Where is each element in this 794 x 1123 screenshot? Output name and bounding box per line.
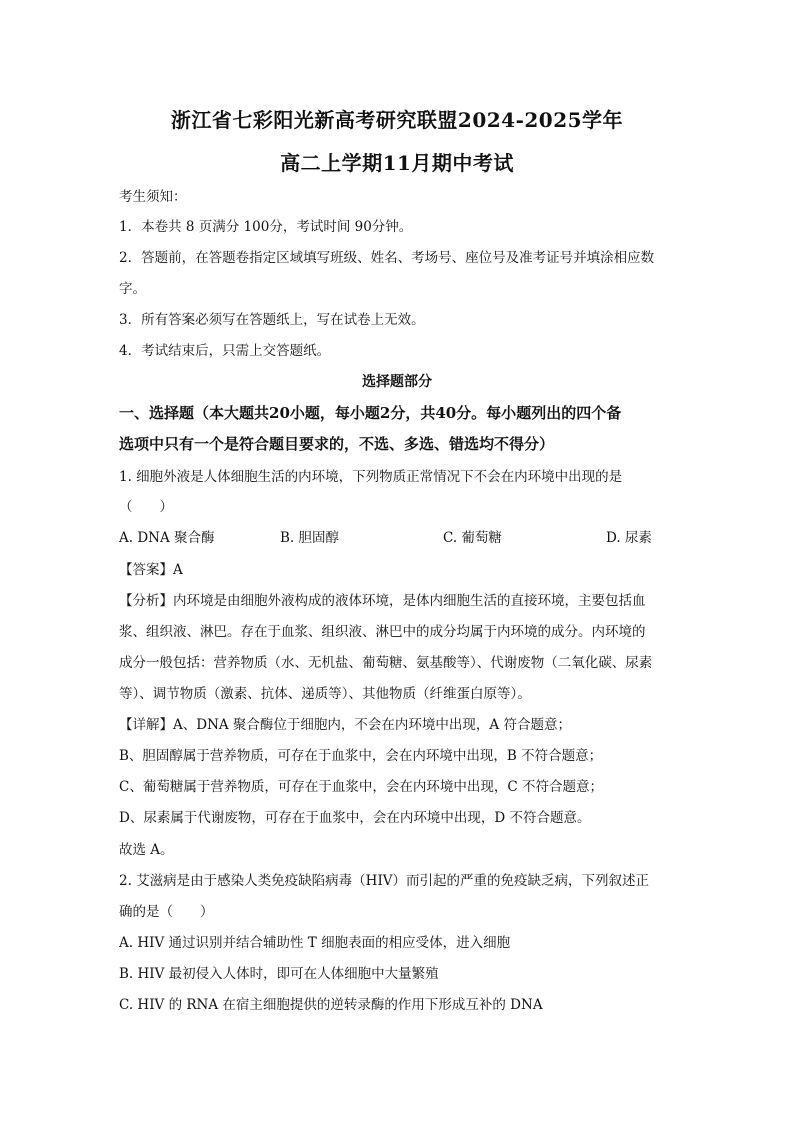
question-1-analysis-line2: 浆、组织液、淋巴。存在于血浆、组织液、淋巴中的成分均属于内环境的成分。内环境的 [119,624,646,640]
question-1-option-d: D. 尿素 [606,530,652,546]
question-2-option-b: B. HIV 最初侵入人体时，即可在人体细胞中大量繁殖 [119,966,439,982]
notice-item-2: 2．答题前，在答题卷指定区域填写班级、姓名、考场号、座位号及准考证号并填涂相应数 [119,250,655,266]
question-1-detail-c: C、葡萄糖属于营养物质，可存在于血浆中，会在内环境中出现，C 不符合题意； [119,779,603,795]
question-1-option-b: B. 胆固醇 [280,530,340,546]
question-1-stem: 1. 细胞外液是人体细胞生活的内环境，下列物质正常情况下不会在内环境中出现的是 [119,469,623,485]
question-2-stem: 2. 艾滋病是由于感染人类免疫缺陷病毒（HIV）而引起的严重的免疫缺乏病，下列叙述正 [119,873,650,889]
question-1-stem-cont: （ ） [119,499,173,515]
question-1-detail: 【详解】A、DNA 聚合酶位于细胞内，不会在内环境中出现，A 符合题意； [119,717,571,733]
question-2-option-c: C. HIV 的 RNA 在宿主细胞提供的逆转录酶的作用下形成互补的 DNA [119,997,543,1013]
question-1-option-a: A. DNA 聚合酶 [119,530,215,546]
question-2-option-a: A. HIV 通过识别并结合辅助性 T 细胞表面的相应受体，进入细胞 [119,935,511,951]
question-2-stem-cont: 确的是（ ） [119,904,214,920]
question-1-answer: 【答案】A [119,562,183,578]
exam-title-line1: 浙江省七彩阳光新高考研究联盟2024-2025学年 [170,108,624,132]
question-1-detail-d: D、尿素属于代谢废物，可存在于血浆中，会在内环境中出现，D 不符合题意。 [119,810,591,826]
section-title: 选择题部分 [362,374,432,390]
notice-item-1: 1．本卷共 8 页满分 100分，考试时间 90分钟。 [119,219,413,235]
section-instruction-line2: 选项中只有一个是符合题目要求的，不选、多选、错选均不得分） [119,435,555,453]
notice-heading: 考生须知： [119,189,187,205]
question-1-analysis-line3: 成分一般包括：营养物质（水、无机盐、葡萄糖、氨基酸等）、代谢废物（二氧化碳、尿素 [119,655,653,671]
notice-item-3: 3．所有答案必须写在答题纸上，写在试卷上无效。 [119,312,425,328]
exam-title-line2: 高二上学期11月期中考试 [280,151,514,175]
notice-item-2-cont: 字。 [119,281,146,297]
question-1-option-c: C. 葡萄糖 [443,530,502,546]
question-1-analysis-line4: 等）、调节物质（激素、抗体、递质等）、其他物质（纤维蛋白原等）。 [119,686,531,702]
question-1-detail-b: B、胆固醇属于营养物质，可存在于血浆中，会在内环境中出现，B 不符合题意； [119,748,603,764]
section-instruction-line1: 一、选择题（本大题共20小题，每小题2分，共40分。每小题列出的四个备 [119,404,622,422]
notice-item-4: 4．考试结束后，只需上交答题纸。 [119,343,331,359]
question-1-conclusion: 故选 A。 [119,842,174,858]
question-1-analysis: 【分析】内环境是由细胞外液构成的液体环境，是体内细胞生活的直接环境，主要包括血 [119,593,646,609]
